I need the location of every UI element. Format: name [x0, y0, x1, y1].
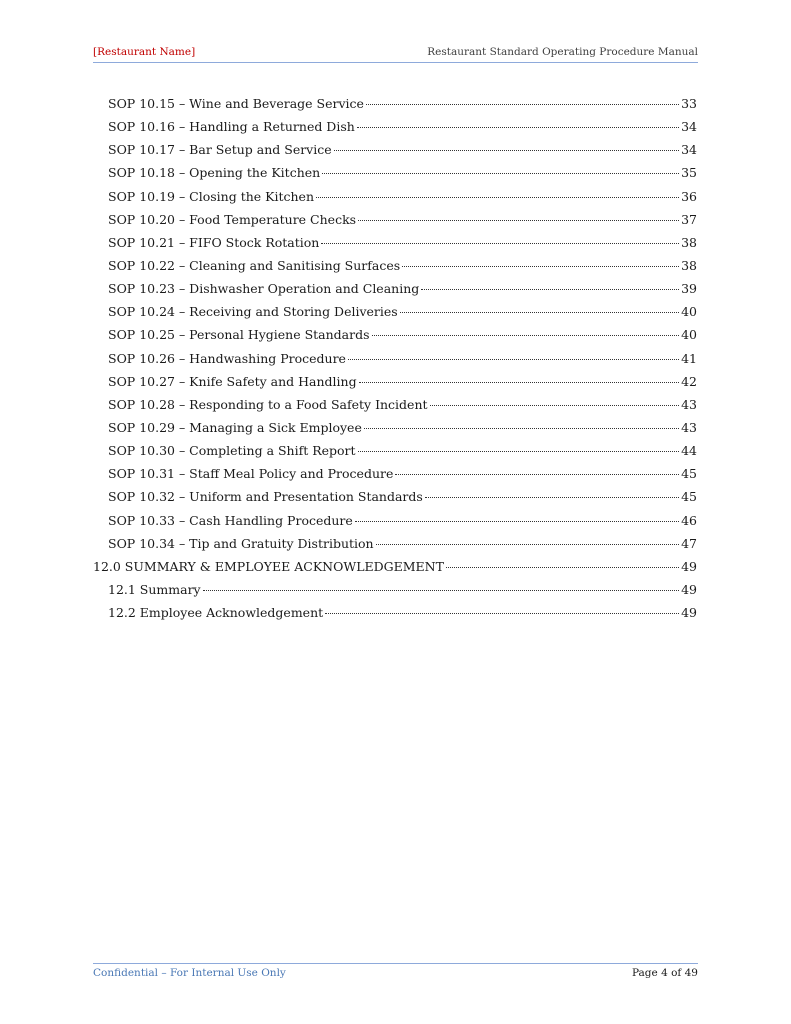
confidential-notice: Confidential – For Internal Use Only — [93, 967, 286, 979]
toc-entry-label: SOP 10.34 – Tip and Gratuity Distribution — [108, 535, 374, 551]
toc-entry-page: 43 — [681, 419, 697, 435]
dot-leader — [322, 173, 679, 174]
toc-entry[interactable] — [93, 485, 697, 508]
toc-entry-page: 42 — [681, 373, 697, 389]
dot-leader — [395, 474, 679, 475]
toc-entry-label: SOP 10.28 – Responding to a Food Safety Incident — [108, 396, 428, 412]
toc-entry-page: 34 — [681, 119, 697, 135]
toc-entry[interactable] — [93, 370, 697, 393]
toc-entry-label: SOP 10.29 – Managing a Sick Employee — [108, 419, 362, 435]
dot-leader — [321, 243, 679, 244]
dot-leader — [359, 382, 680, 383]
page-number: Page 4 of 49 — [631, 967, 698, 979]
toc-entry[interactable] — [93, 115, 697, 138]
toc-entry[interactable] — [93, 277, 697, 300]
toc-entry[interactable] — [93, 138, 697, 161]
dot-leader — [348, 359, 679, 360]
dot-leader — [402, 266, 679, 267]
toc-entry[interactable] — [93, 300, 697, 323]
table-of-contents — [93, 92, 697, 624]
toc-entry-page: 46 — [681, 512, 697, 528]
dot-leader — [430, 405, 680, 406]
toc-entry-label: SOP 10.21 – FIFO Stock Rotation — [108, 234, 320, 250]
toc-entry-label: 12.1 Summary — [108, 581, 201, 597]
toc-entry-page: 38 — [681, 257, 697, 273]
toc-entry-page: 49 — [681, 581, 697, 597]
toc-entry-page: 33 — [681, 96, 697, 111]
toc-entry[interactable] — [93, 462, 697, 485]
toc-entry-label: SOP 10.32 – Uniform and Presentation Standards — [108, 489, 423, 505]
toc-entry-label: SOP 10.23 – Dishwasher Operation and Cleaning — [108, 281, 420, 297]
toc-entry-label: SOP 10.17 – Bar Setup and Service — [108, 142, 332, 158]
toc-entry-label: SOP 10.22 – Cleaning and Sanitising Surfaces — [108, 257, 401, 273]
toc-entry-page: 34 — [681, 142, 697, 158]
toc-entry-page: 36 — [681, 188, 697, 204]
toc-entry-page: 49 — [681, 605, 697, 621]
toc-entry[interactable] — [93, 185, 697, 208]
toc-entry[interactable] — [93, 208, 697, 231]
page-footer — [93, 963, 698, 984]
toc-entry-page: 35 — [681, 165, 697, 181]
dot-leader — [400, 312, 679, 313]
dot-leader — [372, 335, 680, 336]
toc-entry[interactable] — [93, 393, 697, 416]
toc-entry-page: 41 — [681, 350, 697, 366]
toc-entry-label: SOP 10.31 – Staff Meal Policy and Procedure — [108, 466, 394, 482]
toc-entry[interactable] — [93, 347, 697, 370]
toc-entry[interactable] — [93, 439, 697, 462]
toc-entry-page: 47 — [681, 535, 697, 551]
toc-entry-label: SOP 10.20 – Food Temperature Checks — [108, 211, 357, 227]
toc-entry[interactable] — [93, 601, 697, 624]
dot-leader — [421, 289, 679, 290]
toc-entry-label: 12.0 SUMMARY & EMPLOYEE ACKNOWLEDGEMENT — [93, 558, 444, 574]
toc-entry[interactable] — [93, 161, 697, 184]
toc-entry-label: SOP 10.30 – Completing a Shift Report — [108, 443, 356, 459]
toc-entry-page: 38 — [681, 234, 697, 250]
toc-entry-label: SOP 10.25 – Personal Hygiene Standards — [108, 327, 370, 343]
dot-leader — [316, 197, 679, 198]
toc-entry-label: SOP 10.33 – Cash Handling Procedure — [108, 512, 353, 528]
dot-leader — [364, 428, 679, 429]
toc-entry-label: SOP 10.26 – Handwashing Procedure — [108, 350, 346, 366]
dot-leader — [358, 451, 680, 452]
toc-entry[interactable] — [93, 254, 697, 277]
dot-leader — [325, 613, 679, 614]
dot-leader — [357, 127, 679, 128]
manual-title: Restaurant Standard Operating Procedure Manual — [427, 46, 698, 58]
toc-entry-label: SOP 10.24 – Receiving and Storing Deliveries — [108, 304, 398, 320]
page-header — [93, 44, 698, 63]
toc-entry[interactable] — [93, 578, 697, 601]
toc-entry[interactable] — [93, 92, 697, 115]
dot-leader — [425, 497, 679, 498]
toc-entry[interactable] — [93, 532, 697, 555]
toc-entry-page: 49 — [681, 558, 697, 574]
dot-leader — [446, 567, 679, 568]
toc-entry[interactable] — [93, 323, 697, 346]
toc-entry-page: 45 — [681, 489, 697, 505]
toc-entry-label: SOP 10.27 – Knife Safety and Handling — [108, 373, 357, 389]
dot-leader — [334, 150, 679, 151]
restaurant-name: [Restaurant Name] — [93, 46, 196, 58]
toc-entry-label: SOP 10.15 – Wine and Beverage Service — [108, 96, 364, 111]
toc-entry-page: 40 — [681, 304, 697, 320]
dot-leader — [376, 544, 680, 545]
toc-entry[interactable] — [93, 231, 697, 254]
toc-entry-label: SOP 10.18 – Opening the Kitchen — [108, 165, 321, 181]
toc-entry-label: SOP 10.19 – Closing the Kitchen — [108, 188, 315, 204]
toc-entry-page: 43 — [681, 396, 697, 412]
dot-leader — [355, 521, 679, 522]
dot-leader — [358, 220, 679, 221]
dot-leader — [366, 104, 679, 105]
toc-entry-page: 45 — [681, 466, 697, 482]
toc-entry-label: SOP 10.16 – Handling a Returned Dish — [108, 119, 355, 135]
toc-entry-page: 40 — [681, 327, 697, 343]
toc-entry-page: 37 — [681, 211, 697, 227]
toc-entry[interactable] — [93, 509, 697, 532]
toc-entry-label: 12.2 Employee Acknowledgement — [108, 605, 324, 621]
toc-entry-page: 39 — [681, 281, 697, 297]
dot-leader — [203, 590, 679, 591]
toc-entry[interactable] — [93, 555, 697, 578]
toc-entry[interactable] — [93, 416, 697, 439]
toc-entry-page: 44 — [681, 443, 697, 459]
